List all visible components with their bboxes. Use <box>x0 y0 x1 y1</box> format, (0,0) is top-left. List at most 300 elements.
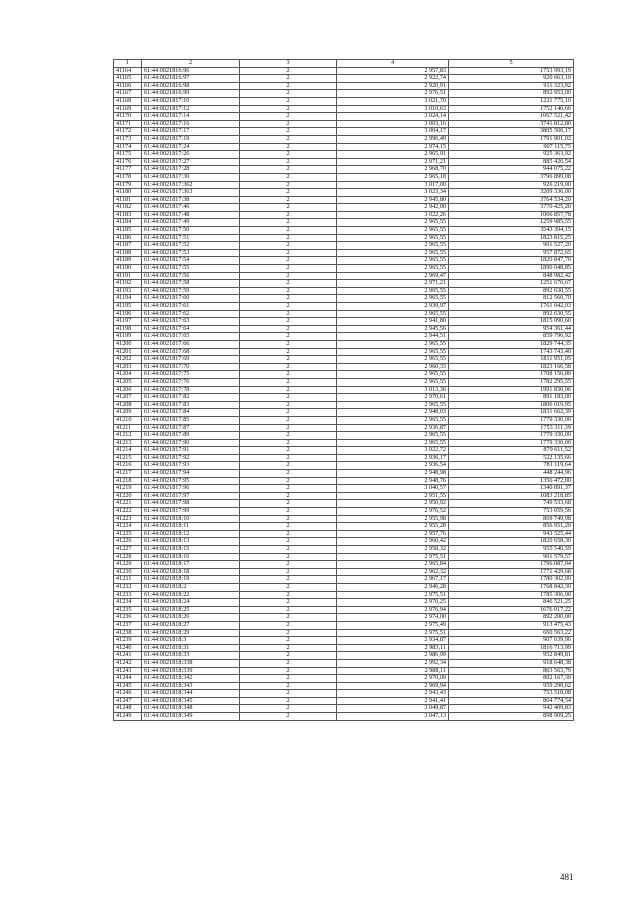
table-row <box>114 227 574 235</box>
area-cell: 2 920,91 <box>337 82 449 90</box>
row-number-cell: 41204 <box>114 371 142 379</box>
value-cell: 1785 306,00 <box>449 591 574 599</box>
category-cell: 2 <box>240 333 337 341</box>
cadastral-number-cell: 61:44:0021817:94 <box>142 470 240 478</box>
value-cell: 1816 713,99 <box>449 644 574 652</box>
table-row <box>114 189 574 197</box>
value-cell: 802 167,30 <box>449 675 574 683</box>
table-row <box>114 97 574 105</box>
area-cell: 2 957,83 <box>337 67 449 75</box>
row-number-cell: 41248 <box>114 705 142 713</box>
area-cell: 2 944,51 <box>337 333 449 341</box>
category-cell: 2 <box>240 173 337 181</box>
row-number-cell: 41164 <box>114 67 142 75</box>
value-cell: 944 075,22 <box>449 166 574 174</box>
cadastral-number-cell: 61:44:0021818:19 <box>142 576 240 584</box>
table-row <box>114 211 574 219</box>
row-number-cell: 41233 <box>114 591 142 599</box>
value-cell: 3805 506,17 <box>449 128 574 136</box>
area-cell: 2 970,25 <box>337 599 449 607</box>
table-row <box>114 378 574 386</box>
table-row <box>114 416 574 424</box>
category-cell: 2 <box>240 447 337 455</box>
row-number-cell: 41198 <box>114 325 142 333</box>
value-cell: 1796 087,04 <box>449 561 574 569</box>
area-cell: 2 946,28 <box>337 583 449 591</box>
area-cell: 2 948,76 <box>337 477 449 485</box>
category-cell: 2 <box>240 120 337 128</box>
cadastral-number-cell: 61:44:0021817:10 <box>142 97 240 105</box>
cadastral-number-cell: 61:44:0021817:56 <box>142 272 240 280</box>
category-cell: 2 <box>240 614 337 622</box>
cadastral-number-cell: 61:44:0021817:68 <box>142 348 240 356</box>
cadastral-number-cell: 61:44:0021817:12 <box>142 105 240 113</box>
category-cell: 2 <box>240 553 337 561</box>
cadastral-number-cell: 61:44:0021818:22 <box>142 591 240 599</box>
table-row <box>114 591 574 599</box>
cadastral-number-cell: 61:44:0021816:98 <box>142 82 240 90</box>
row-number-cell: 41172 <box>114 128 142 136</box>
category-cell: 2 <box>240 242 337 250</box>
row-number-cell: 41200 <box>114 340 142 348</box>
value-cell: 1356 472,00 <box>449 477 574 485</box>
column-header: 5 <box>449 60 574 68</box>
category-cell: 2 <box>240 500 337 508</box>
area-cell: 2 975,51 <box>337 629 449 637</box>
row-number-cell: 41170 <box>114 113 142 121</box>
category-cell: 2 <box>240 591 337 599</box>
category-cell: 2 <box>240 151 337 159</box>
category-cell: 2 <box>240 568 337 576</box>
area-cell: 2 955,28 <box>337 523 449 531</box>
row-number-cell: 41168 <box>114 97 142 105</box>
cadastral-number-cell: 61:44:0021817:69 <box>142 356 240 364</box>
cadastral-number-cell: 61:44:0021817:58 <box>142 280 240 288</box>
category-cell: 2 <box>240 249 337 257</box>
row-number-cell: 41243 <box>114 667 142 675</box>
table-row <box>114 705 574 713</box>
cadastral-number-cell: 61:44:0021818:339 <box>142 667 240 675</box>
value-cell: 954 361,44 <box>449 325 574 333</box>
row-number-cell: 41236 <box>114 614 142 622</box>
table-row <box>114 90 574 98</box>
table-row <box>114 348 574 356</box>
category-cell: 2 <box>240 287 337 295</box>
table-row <box>114 325 574 333</box>
value-cell: 885 426,54 <box>449 158 574 166</box>
row-number-cell: 41203 <box>114 363 142 371</box>
area-cell: 2 948,03 <box>337 409 449 417</box>
category-cell: 2 <box>240 97 337 105</box>
table-row <box>114 508 574 516</box>
value-cell: 1779 330,00 <box>449 432 574 440</box>
category-cell: 2 <box>240 561 337 569</box>
value-cell: 1823 815,25 <box>449 234 574 242</box>
row-number-cell: 41247 <box>114 697 142 705</box>
row-number-cell: 41177 <box>114 166 142 174</box>
value-cell: 1066 857,78 <box>449 211 574 219</box>
column-header: 2 <box>142 60 240 68</box>
table-row <box>114 257 574 265</box>
row-number-cell: 41166 <box>114 82 142 90</box>
cadastral-number-cell: 61:44:0021818:10 <box>142 515 240 523</box>
cadastral-number-cell: 61:44:0021817:90 <box>142 439 240 447</box>
value-cell: 952 849,81 <box>449 652 574 660</box>
cadastral-number-cell: 61:44:0021817:62 <box>142 310 240 318</box>
value-cell: 1991 830,96 <box>449 386 574 394</box>
value-cell: 1221 775,10 <box>449 97 574 105</box>
row-number-cell: 41229 <box>114 561 142 569</box>
value-cell: 3796 899,08 <box>449 173 574 181</box>
area-cell: 2 965,55 <box>337 287 449 295</box>
value-cell: 1752 146,66 <box>449 105 574 113</box>
area-cell: 3 047,13 <box>337 713 449 721</box>
column-header: 1 <box>114 60 142 68</box>
cadastral-number-cell: 61:44:0021817:82 <box>142 394 240 402</box>
cadastral-number-cell: 61:44:0021817:48 <box>142 211 240 219</box>
cadastral-number-cell: 61:44:0021818:343 <box>142 682 240 690</box>
data-table <box>113 59 574 721</box>
row-number-cell: 41167 <box>114 90 142 98</box>
table-row <box>114 546 574 554</box>
column-header: 3 <box>240 60 337 68</box>
cadastral-number-cell: 61:44:0021818:29 <box>142 629 240 637</box>
row-number-cell: 41217 <box>114 470 142 478</box>
value-cell: 1753 993,19 <box>449 67 574 75</box>
category-cell: 2 <box>240 272 337 280</box>
area-cell: 3 024,14 <box>337 113 449 121</box>
category-cell: 2 <box>240 219 337 227</box>
cadastral-number-cell: 61:44:0021818:2 <box>142 583 240 591</box>
value-cell: 3741 812,80 <box>449 120 574 128</box>
value-cell: 879 611,52 <box>449 447 574 455</box>
cadastral-number-cell: 61:44:0021817:363 <box>142 189 240 197</box>
row-number-cell: 41182 <box>114 204 142 212</box>
row-number-cell: 41214 <box>114 447 142 455</box>
category-cell: 2 <box>240 310 337 318</box>
cadastral-number-cell: 61:44:0021817:65 <box>142 333 240 341</box>
area-cell: 2 976,94 <box>337 606 449 614</box>
area-cell: 2 943,43 <box>337 690 449 698</box>
row-number-cell: 41189 <box>114 257 142 265</box>
value-cell: 1259 985,55 <box>449 219 574 227</box>
row-number-cell: 41228 <box>114 553 142 561</box>
row-number-cell: 41188 <box>114 249 142 257</box>
row-number-cell: 41249 <box>114 713 142 721</box>
area-cell: 3 022,26 <box>337 211 449 219</box>
cadastral-number-cell: 61:44:0021818:25 <box>142 606 240 614</box>
cadastral-number-cell: 61:44:0021818:342 <box>142 675 240 683</box>
row-number-cell: 41235 <box>114 606 142 614</box>
cadastral-number-cell: 61:44:0021817:362 <box>142 181 240 189</box>
area-cell: 2 965,18 <box>337 173 449 181</box>
area-cell: 2 936,87 <box>337 424 449 432</box>
row-number-cell: 41169 <box>114 105 142 113</box>
value-cell: 1083 218,85 <box>449 492 574 500</box>
area-cell: 2 965,55 <box>337 257 449 265</box>
area-cell: 2 955,98 <box>337 515 449 523</box>
category-cell: 2 <box>240 113 337 121</box>
cadastral-number-cell: 61:44:0021817:93 <box>142 462 240 470</box>
value-cell: 959 290,62 <box>449 682 574 690</box>
cadastral-number-cell: 61:44:0021816:99 <box>142 90 240 98</box>
cadastral-number-cell: 61:44:0021817:97 <box>142 492 240 500</box>
cadastral-number-cell: 61:44:0021817:70 <box>142 363 240 371</box>
value-cell: 1806 019,95 <box>449 401 574 409</box>
table-row <box>114 675 574 683</box>
category-cell: 2 <box>240 82 337 90</box>
area-cell: 2 965,55 <box>337 371 449 379</box>
value-cell: 1708 156,80 <box>449 371 574 379</box>
area-cell: 2 986,99 <box>337 652 449 660</box>
value-cell: 856 951,20 <box>449 523 574 531</box>
cadastral-number-cell: 61:44:0021818:16 <box>142 553 240 561</box>
table-row <box>114 432 574 440</box>
category-cell: 2 <box>240 546 337 554</box>
cadastral-number-cell: 61:44:0021818:349 <box>142 713 240 721</box>
category-cell: 2 <box>240 135 337 143</box>
table-row <box>114 386 574 394</box>
row-number-cell: 41201 <box>114 348 142 356</box>
cadastral-number-cell: 61:44:0021817:14 <box>142 113 240 121</box>
table-row <box>114 697 574 705</box>
table-row <box>114 242 574 250</box>
area-cell: 2 922,74 <box>337 75 449 83</box>
table-row <box>114 621 574 629</box>
value-cell: 1823 166,58 <box>449 363 574 371</box>
cadastral-number-cell: 61:44:0021818:17 <box>142 561 240 569</box>
value-cell: 3770 425,20 <box>449 204 574 212</box>
cadastral-number-cell: 61:44:0021817:95 <box>142 477 240 485</box>
row-number-cell: 41178 <box>114 173 142 181</box>
value-cell: 1779 330,00 <box>449 439 574 447</box>
cadastral-number-cell: 61:44:0021818:33 <box>142 652 240 660</box>
value-cell: 749 533,68 <box>449 500 574 508</box>
value-cell: 753 518,08 <box>449 690 574 698</box>
table-row <box>114 151 574 159</box>
cadastral-number-cell: 61:44:0021818:27 <box>142 621 240 629</box>
row-number-cell: 41197 <box>114 318 142 326</box>
cadastral-number-cell: 61:44:0021817:99 <box>142 508 240 516</box>
row-number-cell: 41220 <box>114 492 142 500</box>
table-row <box>114 310 574 318</box>
area-cell: 3 003,16 <box>337 120 449 128</box>
category-cell: 2 <box>240 583 337 591</box>
table-row <box>114 629 574 637</box>
area-cell: 2 941,80 <box>337 318 449 326</box>
area-cell: 3 004,17 <box>337 128 449 136</box>
value-cell: 926 219,00 <box>449 181 574 189</box>
table-row <box>114 470 574 478</box>
row-number-cell: 41186 <box>114 234 142 242</box>
table-row <box>114 576 574 584</box>
value-cell: 1771 429,68 <box>449 568 574 576</box>
category-cell: 2 <box>240 477 337 485</box>
area-cell: 3 049,87 <box>337 705 449 713</box>
category-cell: 2 <box>240 682 337 690</box>
row-number-cell: 41191 <box>114 272 142 280</box>
cadastral-number-cell: 61:44:0021818:26 <box>142 614 240 622</box>
table-row <box>114 128 574 136</box>
table-row <box>114 158 574 166</box>
table-row <box>114 523 574 531</box>
table-row <box>114 538 574 546</box>
value-cell: 1743 743,40 <box>449 348 574 356</box>
category-cell: 2 <box>240 105 337 113</box>
table-row <box>114 424 574 432</box>
table-row <box>114 553 574 561</box>
cadastral-number-cell: 61:44:0021817:75 <box>142 371 240 379</box>
cadastral-number-cell: 61:44:0021817:24 <box>142 143 240 151</box>
area-cell: 3 021,70 <box>337 97 449 105</box>
cadastral-number-cell: 61:44:0021817:49 <box>142 219 240 227</box>
category-cell: 2 <box>240 705 337 713</box>
table-row <box>114 75 574 83</box>
table-row <box>114 599 574 607</box>
value-cell: 891 183,00 <box>449 394 574 402</box>
row-number-cell: 41193 <box>114 287 142 295</box>
area-cell: 2 969,47 <box>337 272 449 280</box>
row-number-cell: 41222 <box>114 508 142 516</box>
row-number-cell: 41165 <box>114 75 142 83</box>
value-cell: 1768 842,30 <box>449 583 574 591</box>
category-cell: 2 <box>240 401 337 409</box>
table-row <box>114 713 574 721</box>
category-cell: 2 <box>240 576 337 584</box>
area-cell: 2 975,51 <box>337 553 449 561</box>
table-row <box>114 105 574 113</box>
area-cell: 2 965,55 <box>337 265 449 273</box>
area-cell: 2 960,42 <box>337 538 449 546</box>
row-number-cell: 41184 <box>114 219 142 227</box>
table-row <box>114 67 574 75</box>
table-row <box>114 485 574 493</box>
row-number-cell: 41209 <box>114 409 142 417</box>
table-row <box>114 454 574 462</box>
value-cell: 1340 891,37 <box>449 485 574 493</box>
cadastral-number-cell: 61:44:0021817:53 <box>142 249 240 257</box>
table-row <box>114 401 574 409</box>
category-cell: 2 <box>240 340 337 348</box>
table-row <box>114 249 574 257</box>
category-cell: 2 <box>240 508 337 516</box>
cadastral-number-cell: 61:44:0021817:76 <box>142 378 240 386</box>
row-number-cell: 41173 <box>114 135 142 143</box>
category-cell: 2 <box>240 211 337 219</box>
category-cell: 2 <box>240 644 337 652</box>
row-number-cell: 41212 <box>114 432 142 440</box>
row-number-cell: 41223 <box>114 515 142 523</box>
area-cell: 2 936,54 <box>337 462 449 470</box>
category-cell: 2 <box>240 348 337 356</box>
cadastral-number-cell: 61:44:0021817:46 <box>142 204 240 212</box>
category-cell: 2 <box>240 523 337 531</box>
value-cell: 753 059,56 <box>449 508 574 516</box>
category-cell: 2 <box>240 424 337 432</box>
category-cell: 2 <box>240 143 337 151</box>
row-number-cell: 41234 <box>114 599 142 607</box>
cadastral-number-cell: 61:44:0021817:96 <box>142 485 240 493</box>
area-cell: 2 965,55 <box>337 227 449 235</box>
area-cell: 2 976,51 <box>337 90 449 98</box>
value-cell: 942 409,83 <box>449 705 574 713</box>
value-cell: 1815 090,60 <box>449 318 574 326</box>
area-cell: 2 942,00 <box>337 204 449 212</box>
value-cell: 955 540,59 <box>449 546 574 554</box>
table-row <box>114 318 574 326</box>
category-cell: 2 <box>240 621 337 629</box>
category-cell: 2 <box>240 713 337 721</box>
row-number-cell: 41226 <box>114 538 142 546</box>
category-cell: 2 <box>240 530 337 538</box>
table-row <box>114 120 574 128</box>
area-cell: 2 974,00 <box>337 614 449 622</box>
cadastral-number-cell: 61:44:0021818:31 <box>142 644 240 652</box>
category-cell: 2 <box>240 485 337 493</box>
category-cell: 2 <box>240 599 337 607</box>
table-row <box>114 303 574 311</box>
table-header-row <box>114 60 574 68</box>
cadastral-number-cell: 61:44:0021818:11 <box>142 523 240 531</box>
category-cell: 2 <box>240 675 337 683</box>
area-cell: 2 965,55 <box>337 234 449 242</box>
cadastral-number-cell: 61:44:0021817:83 <box>142 401 240 409</box>
category-cell: 2 <box>240 462 337 470</box>
value-cell: 660 563,22 <box>449 629 574 637</box>
row-number-cell: 41221 <box>114 500 142 508</box>
area-cell: 2 992,34 <box>337 659 449 667</box>
area-cell: 2 950,92 <box>337 500 449 508</box>
cadastral-number-cell: 61:44:0021818:3 <box>142 637 240 645</box>
table-row <box>114 492 574 500</box>
category-cell: 2 <box>240 295 337 303</box>
area-cell: 2 965,91 <box>337 151 449 159</box>
category-cell: 2 <box>240 280 337 288</box>
row-number-cell: 41244 <box>114 675 142 683</box>
area-cell: 3 017,00 <box>337 181 449 189</box>
row-number-cell: 41219 <box>114 485 142 493</box>
cadastral-number-cell: 61:44:0021817:59 <box>142 287 240 295</box>
area-cell: 2 945,80 <box>337 196 449 204</box>
category-cell: 2 <box>240 470 337 478</box>
category-cell: 2 <box>240 659 337 667</box>
area-cell: 2 965,55 <box>337 219 449 227</box>
category-cell: 2 <box>240 652 337 660</box>
area-cell: 2 965,55 <box>337 348 449 356</box>
category-cell: 2 <box>240 515 337 523</box>
value-cell: 1890 048,85 <box>449 265 574 273</box>
value-cell: 898 909,25 <box>449 713 574 721</box>
table-row <box>114 135 574 143</box>
table-row <box>114 219 574 227</box>
value-cell: 1067 521,42 <box>449 113 574 121</box>
area-cell: 3 023,34 <box>337 189 449 197</box>
row-number-cell: 41241 <box>114 652 142 660</box>
cadastral-number-cell: 61:44:0021816:96 <box>142 67 240 75</box>
table-row <box>114 606 574 614</box>
area-cell: 2 958,32 <box>337 546 449 554</box>
row-number-cell: 41230 <box>114 568 142 576</box>
row-number-cell: 41240 <box>114 644 142 652</box>
cadastral-number-cell: 61:44:0021817:30 <box>142 173 240 181</box>
category-cell: 2 <box>240 303 337 311</box>
value-cell: 1780 302,00 <box>449 576 574 584</box>
value-cell: 1761 042,03 <box>449 303 574 311</box>
table-row <box>114 561 574 569</box>
area-cell: 3 013,36 <box>337 386 449 394</box>
row-number-cell: 41180 <box>114 189 142 197</box>
category-cell: 2 <box>240 629 337 637</box>
